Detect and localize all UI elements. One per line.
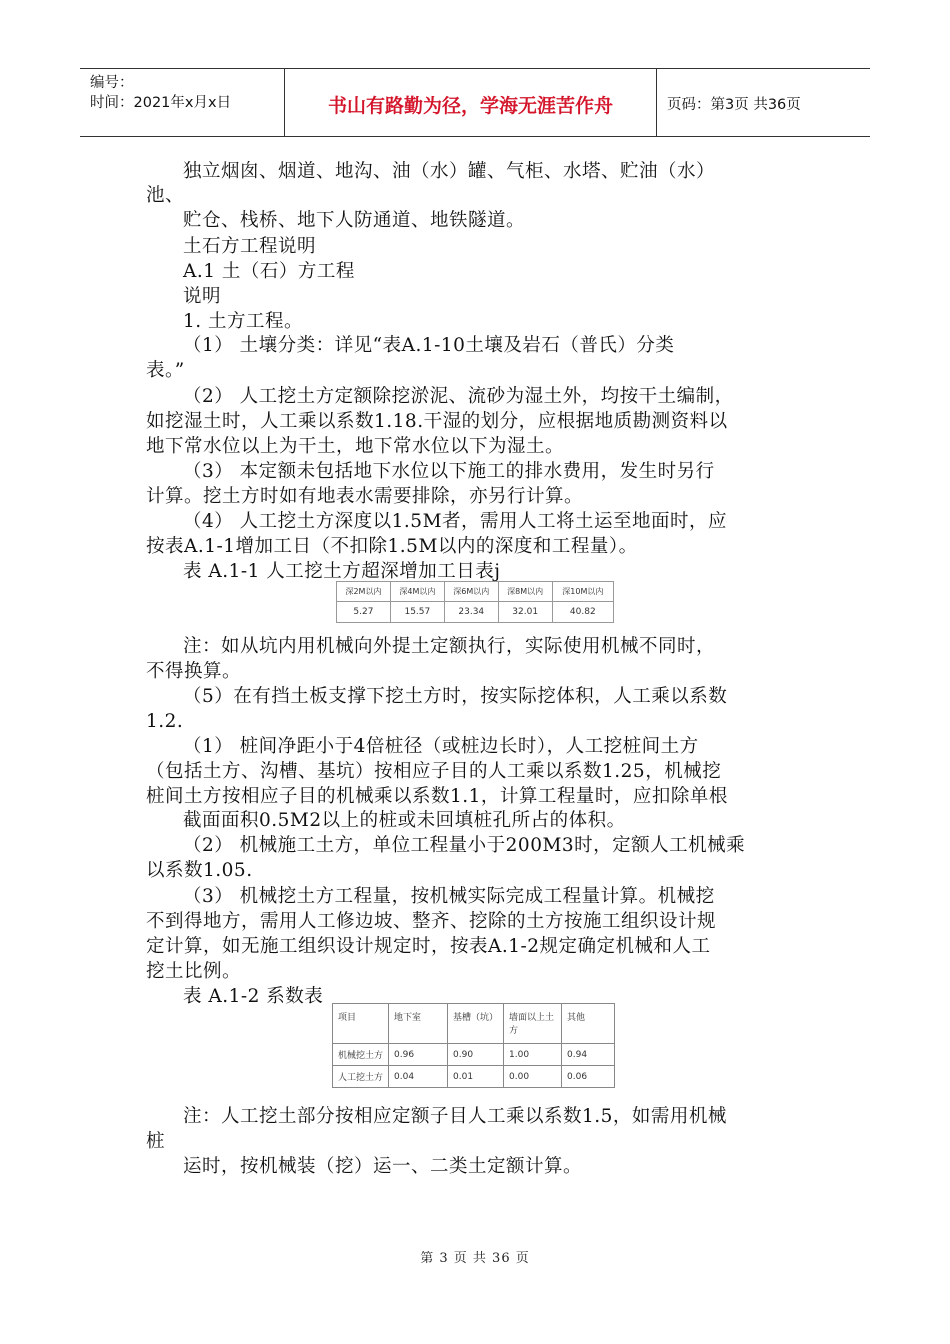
table-header-cell: 墙面以上土方 bbox=[504, 1004, 562, 1044]
table-cell: 32.01 bbox=[498, 602, 552, 623]
table-header-row bbox=[333, 1004, 615, 1044]
table-cell: 5.27 bbox=[337, 602, 391, 623]
body-line: 挖土比例。 bbox=[146, 961, 242, 982]
table-cell: 0.94 bbox=[562, 1044, 615, 1066]
body-line: 表。” bbox=[146, 360, 185, 381]
body-line: （5）在有挡土板支撑下挖土方时，按实际挖体积，人工乘以系数 bbox=[183, 686, 728, 707]
section-heading: A.1 土（石）方工程 bbox=[183, 261, 355, 282]
table-row bbox=[337, 602, 614, 623]
note-line: 不得换算。 bbox=[146, 661, 242, 682]
list-heading: 1. 土方工程。 bbox=[183, 311, 304, 332]
document-number-label: 编号： bbox=[90, 75, 134, 91]
body-line: 1.2. bbox=[146, 711, 184, 732]
coefficient-table bbox=[332, 1003, 615, 1088]
body-line: （包括土方、沟槽、基坑）按相应子目的人工乘以系数1.25，机械挖 bbox=[146, 761, 722, 782]
table-cell: 0.01 bbox=[448, 1066, 504, 1088]
table-cell: 机械挖土方 bbox=[333, 1044, 389, 1066]
table-row bbox=[333, 1066, 615, 1088]
body-line: （1） 桩间净距小于4倍桩径（或桩边长时），人工挖桩间土方 bbox=[183, 736, 699, 757]
page-footer: 第 3 页 共 36 页 bbox=[420, 1251, 530, 1266]
body-line: 按表A.1-1增加工日（不扣除1.5M以内的深度和工程量）。 bbox=[146, 536, 638, 557]
subsection-heading: 说明 bbox=[183, 286, 222, 307]
table-header-cell: 其他 bbox=[562, 1004, 615, 1044]
body-line: 贮仓、栈桥、地下人防通道、地铁隧道。 bbox=[183, 210, 526, 231]
header-page-cell bbox=[657, 69, 870, 136]
body-line: （3） 机械挖土方工程量，按机械实际完成工程量计算。机械挖 bbox=[183, 886, 715, 907]
table-cell: 0.04 bbox=[389, 1066, 448, 1088]
table-cell: 15.57 bbox=[390, 602, 444, 623]
body-line: 截面面积0.5M2以上的桩或未回填桩孔所占的体积。 bbox=[183, 810, 626, 831]
table-cell: 0.06 bbox=[562, 1066, 615, 1088]
table-caption: 表 A.1-1 人工挖土方超深增加工日表j bbox=[183, 561, 501, 582]
body-line: （4） 人工挖土方深度以1.5M者，需用人工将土运至地面时，应 bbox=[183, 511, 728, 532]
table-caption: 表 A.1-2 系数表 bbox=[183, 986, 324, 1007]
table-header-cell: 深8M以内 bbox=[498, 582, 552, 602]
header-motto: 书山有路勤为径，学海无涯苦作舟 bbox=[327, 95, 613, 117]
table-row bbox=[333, 1044, 615, 1066]
page-header bbox=[80, 68, 870, 137]
note-line: 运时，按机械装（挖）运一、二类土定额计算。 bbox=[183, 1156, 583, 1177]
note-line: 桩 bbox=[146, 1131, 166, 1152]
body-line: （2） 人工挖土方定额除挖淤泥、流砂为湿土外，均按干土编制， bbox=[183, 386, 734, 407]
table-header-row bbox=[337, 582, 614, 602]
table-header-cell: 深2M以内 bbox=[337, 582, 391, 602]
body-line: 如挖湿土时，人工乘以系数1.18.干湿的划分，应根据地质勘测资料以 bbox=[146, 411, 728, 432]
body-line: 池、 bbox=[146, 185, 185, 206]
body-line: （3） 本定额未包括地下水位以下施工的排水费用，发生时另行 bbox=[183, 461, 715, 482]
table-header-cell: 深10M以内 bbox=[552, 582, 613, 602]
body-line: 计算。挖土方时如有地表水需要排除，亦另行计算。 bbox=[146, 486, 584, 507]
table-header-cell: 深6M以内 bbox=[444, 582, 498, 602]
table-cell: 0.96 bbox=[389, 1044, 448, 1066]
body-line: （2） 机械施工土方，单位工程量小于200M3时，定额人工机械乘 bbox=[183, 835, 746, 856]
body-line: 不到得地方，需用人工修边坡、整齐、挖除的土方按施工组织设计规 bbox=[146, 911, 717, 932]
body-line: 定计算，如无施工组织设计规定时，按表A.1-2规定确定机械和人工 bbox=[146, 936, 711, 957]
table-header-cell: 项目 bbox=[333, 1004, 389, 1044]
body-line: 地下常水位以上为干土，地下常水位以下为湿土。 bbox=[146, 436, 565, 457]
table-cell: 1.00 bbox=[504, 1044, 562, 1066]
table-header-cell: 地下室 bbox=[389, 1004, 448, 1044]
table-cell: 0.00 bbox=[504, 1066, 562, 1088]
table-cell: 人工挖土方 bbox=[333, 1066, 389, 1088]
body-line: 桩间土方按相应子目的机械乘以系数1.1，计算工程量时，应扣除单根 bbox=[146, 786, 728, 807]
header-meta bbox=[80, 69, 285, 136]
table-header-cell: 深4M以内 bbox=[390, 582, 444, 602]
header-page-number: 页码：第3页 共36页 bbox=[667, 97, 801, 113]
table-cell: 0.90 bbox=[448, 1044, 504, 1066]
header-motto-cell bbox=[285, 69, 657, 136]
table-cell: 23.34 bbox=[444, 602, 498, 623]
body-line: 以系数1.05. bbox=[146, 860, 253, 881]
body-line: 独立烟囱、烟道、地沟、油（水）罐、气柜、水塔、贮油（水） bbox=[183, 161, 716, 182]
note-line: 注：如从坑内用机械向外提土定额执行，实际使用机械不同时， bbox=[183, 636, 716, 657]
body-line: （1） 土壤分类：详见“表A.1-10土壤及岩石（普氏）分类 bbox=[183, 335, 675, 356]
note-line: 注：人工挖土部分按相应定额子目人工乘以系数1.5，如需用机械 bbox=[183, 1106, 727, 1127]
table-header-cell: 基槽（坑） bbox=[448, 1004, 504, 1044]
document-date-label: 时间：2021年x月x日 bbox=[90, 95, 232, 111]
section-title: 土石方工程说明 bbox=[183, 236, 317, 257]
table-cell: 40.82 bbox=[552, 602, 613, 623]
overdepth-workday-table bbox=[336, 581, 614, 623]
